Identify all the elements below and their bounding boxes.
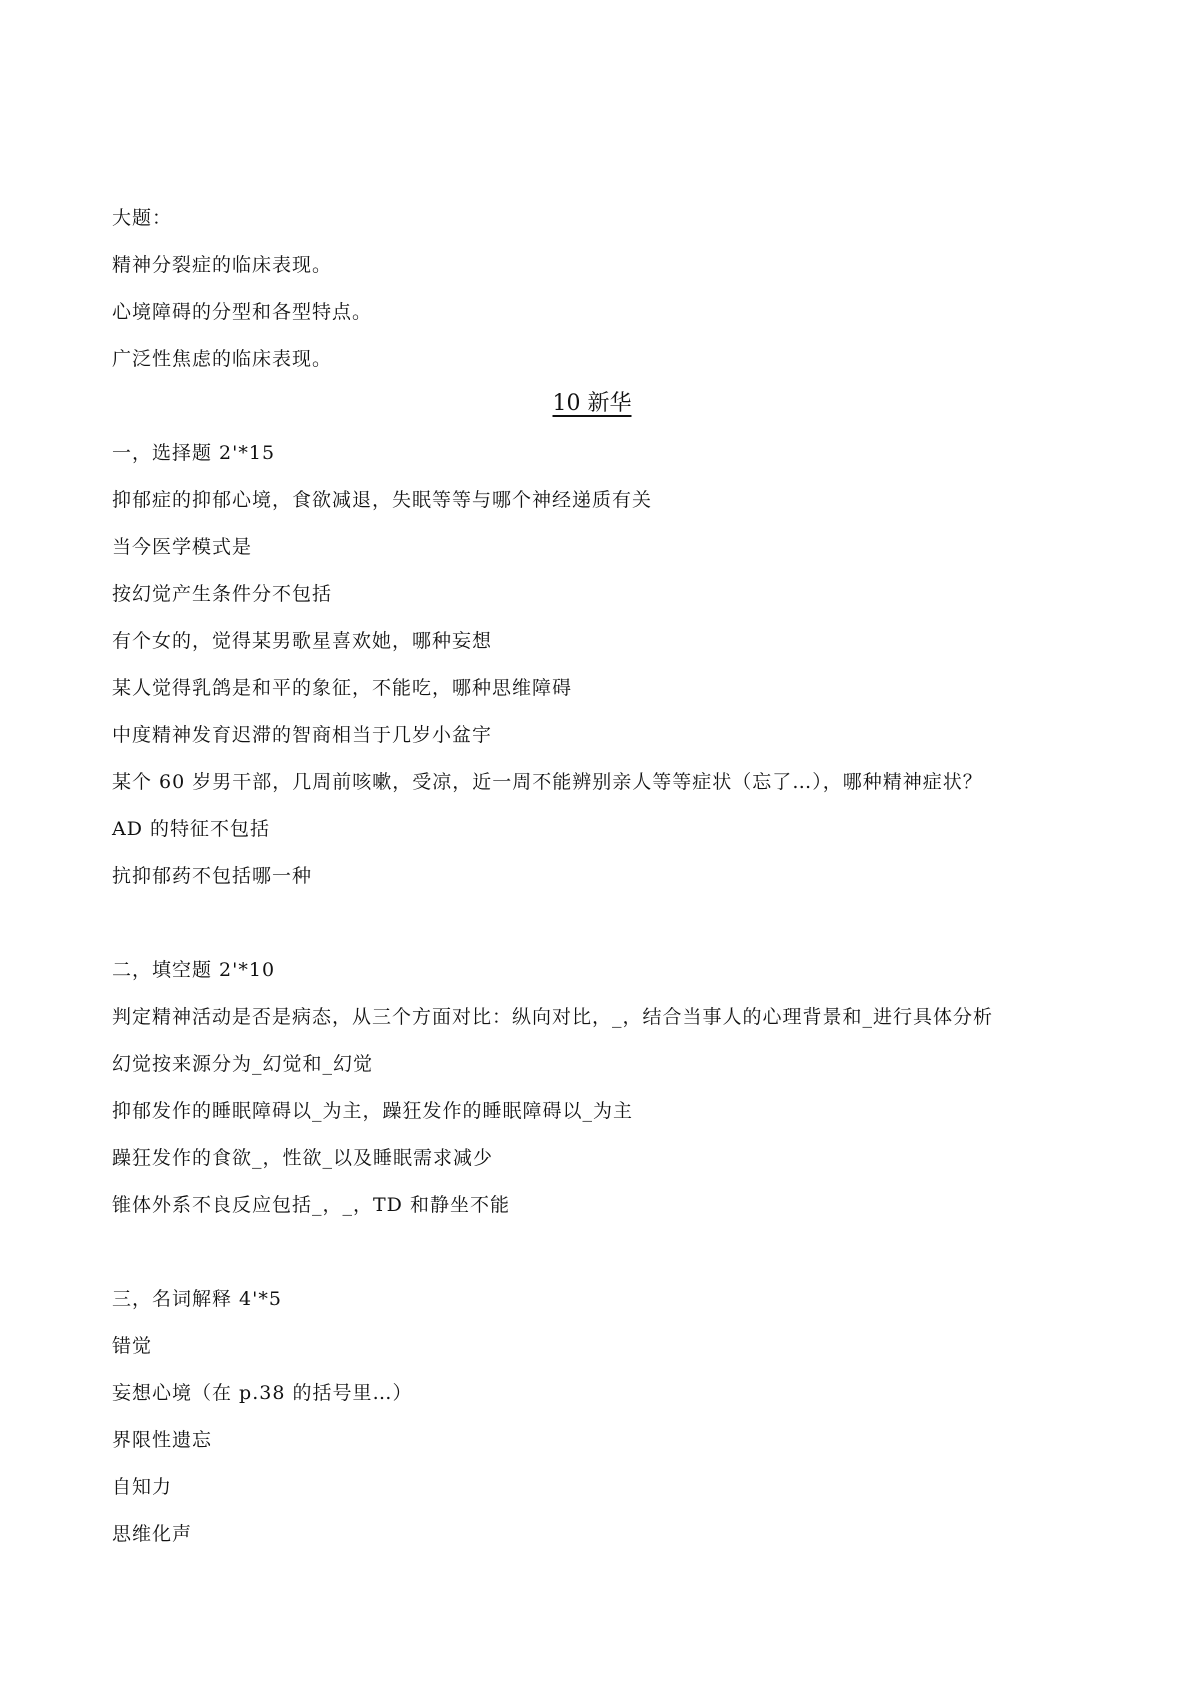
major-questions-heading: 大题： (112, 207, 173, 229)
term-definition-item: 自知力 (112, 1476, 173, 1498)
section3-heading: 三，名词解释 4'*5 (112, 1288, 282, 1310)
choice-question-item: 有个女的，觉得某男歌星喜欢她，哪种妄想 (112, 630, 493, 652)
choice-question-item: 按幻觉产生条件分不包括 (112, 583, 333, 605)
term-definition-item: 错觉 (112, 1335, 153, 1357)
choice-question-item: 某人觉得乳鸽是和平的象征，不能吃，哪种思维障碍 (112, 677, 573, 699)
fill-blank-item: 抑郁发作的睡眠障碍以_为主，躁狂发作的睡眠障碍以_为主 (112, 1100, 634, 1122)
section1-heading: 一，选择题 2'*15 (112, 442, 276, 464)
fill-blank-item: 判定精神活动是否是病态，从三个方面对比：纵向对比，_，结合当事人的心理背景和_进行具体分析 (112, 1006, 994, 1028)
fill-blank-item: 锥体外系不良反应包括_，_，TD 和静坐不能 (112, 1194, 510, 1216)
section-spacer (112, 1234, 1072, 1281)
term-definition-item: 妄想心境（在 p.38 的括号里…） (112, 1382, 413, 1404)
choice-question-item: 抗抑郁药不包括哪一种 (112, 865, 313, 887)
fill-blank-item: 躁狂发作的食欲_，性欲_以及睡眠需求减少 (112, 1147, 494, 1169)
document-content (112, 200, 1072, 1563)
choice-question-item: AD 的特征不包括 (112, 818, 270, 840)
choice-question-item: 抑郁症的抑郁心境，食欲减退，失眠等等与哪个神经递质有关 (112, 489, 653, 511)
choice-question-item: 当今医学模式是 (112, 536, 253, 558)
exam-title-text: 10 新华 (552, 391, 632, 416)
fill-blank-item: 幻觉按来源分为_幻觉和_幻觉 (112, 1053, 374, 1075)
section2-heading: 二，填空题 2'*10 (112, 959, 276, 981)
major-question-item: 广泛性焦虑的临床表现。 (112, 348, 333, 370)
section-spacer (112, 905, 1072, 952)
exam-title (112, 388, 1072, 435)
choice-question-item: 中度精神发育迟滞的智商相当于几岁小盆宇 (112, 724, 493, 746)
choice-question-item: 某个 60 岁男干部，几周前咳嗽，受凉，近一周不能辨别亲人等等症状（忘了…），哪种精神症状？ (112, 771, 983, 793)
term-definition-item: 界限性遗忘 (112, 1429, 213, 1451)
major-question-item: 精神分裂症的临床表现。 (112, 254, 333, 276)
major-question-item: 心境障碍的分型和各型特点。 (112, 301, 373, 323)
term-definition-item: 思维化声 (112, 1523, 193, 1545)
